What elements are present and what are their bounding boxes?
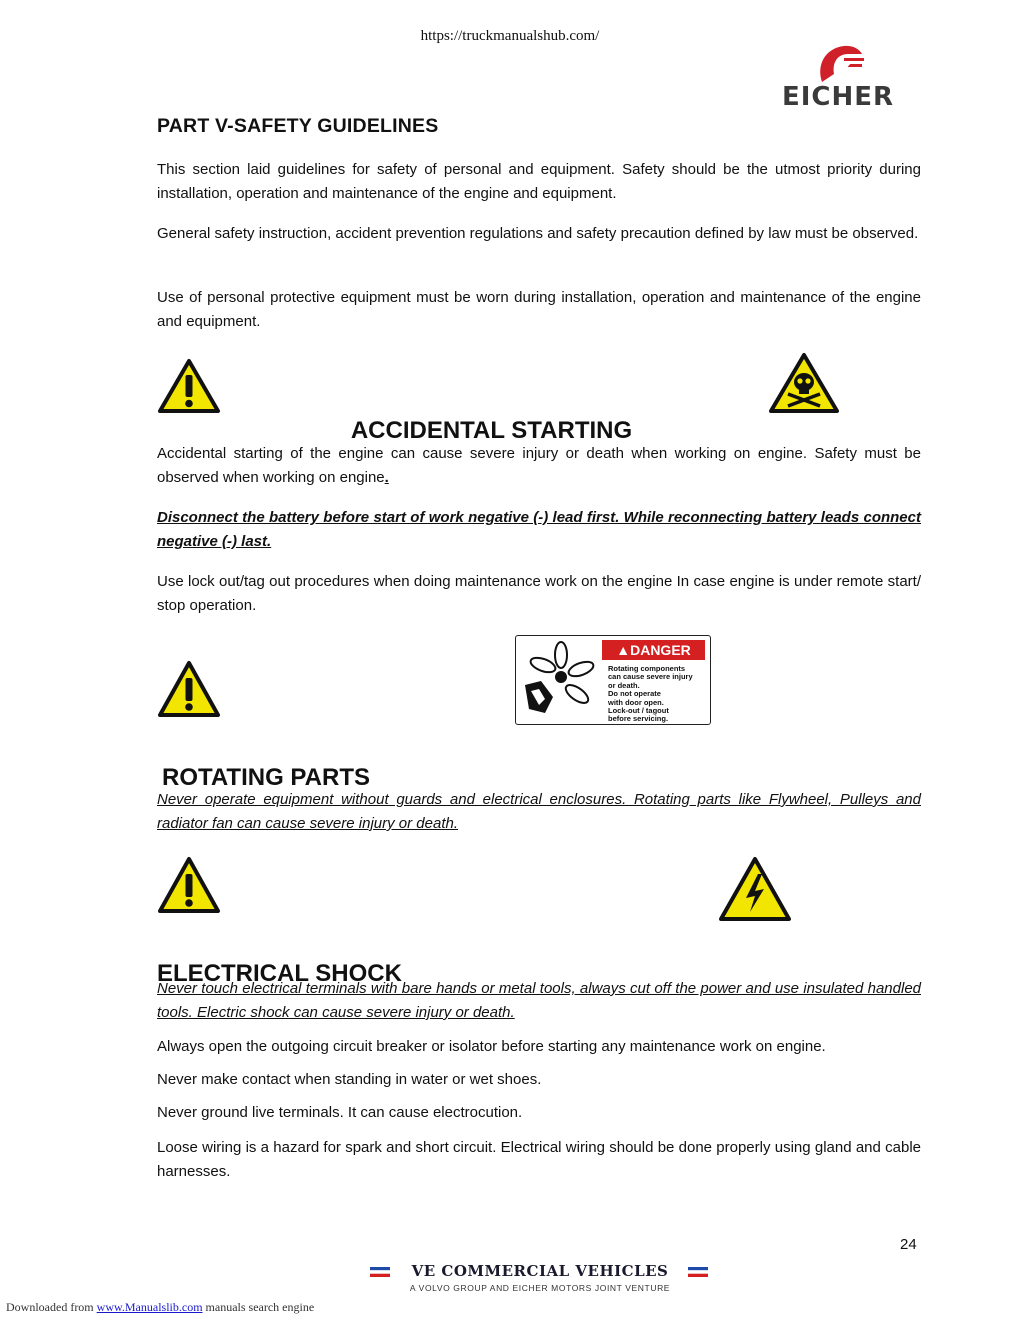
accidental-paragraph-period: . xyxy=(384,469,389,486)
danger-line: can cause severe injury xyxy=(608,672,693,682)
download-note xyxy=(6,1300,314,1315)
electrical-paragraph-1: Always open the outgoing circuit breaker or isolator before starting any maintenance work on engine. xyxy=(157,1038,826,1055)
intro-paragraph-3: Use of personal protective equipment must be worn during installation, operation and maintenance of the engine and equipment. xyxy=(157,289,921,330)
danger-alert-icon: ▲ xyxy=(616,642,631,658)
electrical-warning-text: Never touch electrical terminals with bare hands or metal tools, always cut off the power and use insulated handled tools. Electric shock can cause severe injury or death. xyxy=(157,980,921,1021)
page-title: PART V-SAFETY GUIDELINES xyxy=(157,115,439,137)
lockout-paragraph: Use lock out/tag out procedures when doing maintenance work on the engine In case engine is under remote start/ stop operation. xyxy=(157,573,921,614)
high-voltage-icon xyxy=(718,856,792,922)
danger-line: or death. xyxy=(608,680,640,690)
danger-line: Lock-out / tagout xyxy=(608,706,669,716)
electrical-shock-heading: ELECTRICAL SHOCK xyxy=(157,959,402,987)
eicher-swirl-icon xyxy=(778,44,903,86)
electrical-paragraph-4: Loose wiring is a hazard for spark and short circuit. Electrical wiring should be done properly using gland and cable harnesses. xyxy=(157,1139,921,1180)
source-url: https://truckmanualshub.com/ xyxy=(420,28,600,44)
accidental-paragraph-1 xyxy=(157,442,921,490)
battery-warning-text: Disconnect the battery before start of work negative (-) lead first. While reconnecting battery leads connect negative (-) last. xyxy=(157,509,921,550)
intro-paragraph-1: This section laid guidelines for safety of personal and equipment. Safety should be the utmost priority during installation, operation and maintenance of the engine and equipment. xyxy=(157,161,921,202)
danger-line: before servicing. xyxy=(608,714,669,724)
eicher-logo xyxy=(778,44,903,114)
warning-triangle-icon xyxy=(157,660,221,718)
danger-line: with door open. xyxy=(608,697,664,707)
danger-label xyxy=(515,635,711,725)
eicher-wordmark: EICHER xyxy=(782,82,895,112)
warning-triangle-icon xyxy=(157,358,221,414)
rotating-parts-heading: ROTATING PARTS xyxy=(162,763,370,791)
danger-line: Do not operate xyxy=(608,689,661,699)
accidental-paragraph-text: Accidental starting of the engine can cause severe injury or death when working on engine. Safety must be observed when working on engine xyxy=(157,445,921,486)
ve-brand-name: VE COMMERCIAL VEHICLES xyxy=(411,1262,669,1280)
danger-banner xyxy=(602,640,705,660)
warning-triangle-icon xyxy=(157,856,221,914)
ve-commercial-vehicles-logo xyxy=(370,1262,710,1298)
electrical-paragraph-3: Never ground live terminals. It can cause electrocution. xyxy=(157,1104,523,1121)
download-suffix: manuals search engine xyxy=(205,1300,315,1314)
electrical-paragraph-2: Never make contact when standing in water or wet shoes. xyxy=(157,1071,542,1088)
flag-stripe-icon xyxy=(688,1267,708,1277)
danger-message xyxy=(608,665,708,724)
page-number: 24 xyxy=(900,1236,917,1253)
download-prefix: Downloaded from xyxy=(6,1300,94,1314)
ve-tagline: A VOLVO GROUP AND EICHER MOTORS JOINT VENTURE xyxy=(409,1283,671,1293)
skull-crossbones-icon xyxy=(768,352,840,414)
accidental-starting-heading: ACCIDENTAL STARTING xyxy=(350,416,633,444)
danger-line: Rotating components xyxy=(608,664,686,673)
rotating-fan-icon xyxy=(519,639,601,719)
intro-paragraph-2: General safety instruction, accident prevention regulations and safety precaution defined by law must be observed. xyxy=(157,225,919,242)
rotating-warning-text: Never operate equipment without guards and electrical enclosures. Rotating parts like Flywheel, Pulleys and radiator fan can cause severe injury or death. xyxy=(157,791,921,832)
danger-title: DANGER xyxy=(630,642,691,658)
manualslib-link[interactable]: www.Manualslib.com xyxy=(96,1300,203,1314)
